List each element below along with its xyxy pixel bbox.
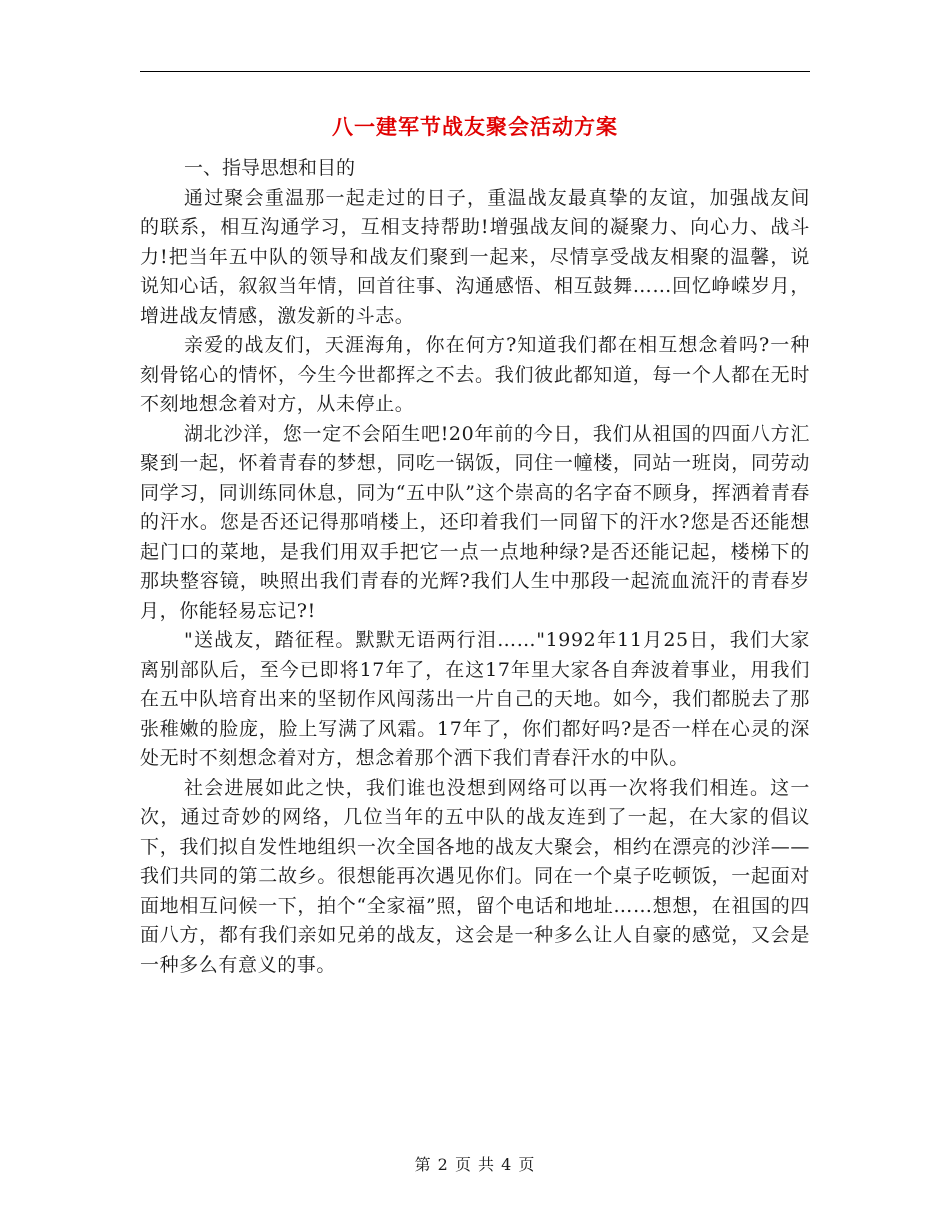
- paragraph-5: 社会进展如此之快，我们谁也没想到网络可以再一次将我们相连。这一次，通过奇妙的网络，几位当年的五中队的战友连到了一起，在大家的倡议下，我们拟自发性地组织一次全国各地的战友大聚会，相约在漂亮的沙洋——我们共同的第二故乡。很想能再次遇见你们。同在一个桌子吃顿饭，一起面对面地相互问候一下，拍个“全家福”照，留个电话和地址……想想，在祖国的四面八方，都有我们亲如兄弟的战友，这会是一种多么让人自豪的感觉，又会是一种多么有意义的事。: [140, 776, 810, 976]
- section-heading: 一、指导思想和目的: [184, 157, 356, 179]
- header-rule: [140, 71, 810, 72]
- page-number: 第 2 页 共 4 页: [414, 1155, 536, 1174]
- paragraph-1: 通过聚会重温那一起走过的日子，重温战友最真挚的友谊，加强战友间的联系，相互沟通学习，互相支持帮助!增强战友间的凝聚力、向心力、战斗力!把当年五中队的领导和战友们聚到一起来，尽情享受战友相聚的温馨，说说知心话，叙叙当年情，回首往事、沟通感悟、相互鼓舞……回忆峥嵘岁月，增进战友情感，激发新的斗志。: [140, 186, 810, 327]
- document-title: 八一建军节战友聚会活动方案: [332, 114, 618, 139]
- paragraph-3: 湖北沙洋，您一定不会陌生吧!20年前的今日，我们从祖国的四面八方汇聚到一起，怀着青春的梦想，同吃一锅饭，同住一幢楼，同站一班岗，同劳动同学习，同训练同休息，同为“五中队”这个崇高的名字奋不顾身，挥洒着青春的汗水。您是否还记得那哨楼上，还印着我们一同留下的汗水?您是否还能想起门口的菜地，是我们用双手把它一点一点地种绿?是否还能记起，楼梯下的那块整容镜，映照出我们青春的光辉?我们人生中那段一起流血流汗的青春岁月，你能轻易忘记?!: [140, 422, 810, 622]
- paragraph-4: "送战友，踏征程。默默无语两行泪……"1992年11月25日，我们大家离别部队后，至今已即将17年了，在这17年里大家各自奔波着事业，用我们在五中队培育出来的坚韧作风闯荡出一片自己的天地。如今，我们都脱去了那张稚嫩的脸庞，脸上写满了风霜。17年了，你们都好吗?是否一样在心灵的深处无时不刻想念着对方，想念着那个洒下我们青春汗水的中队。: [140, 629, 810, 769]
- document-body: [140, 154, 810, 980]
- paragraph-2: 亲爱的战友们，天涯海角，你在何方?知道我们都在相互想念着吗?一种刻骨铭心的情怀，今生今世都挥之不去。我们彼此都知道，每一个人都在无时不刻地想念着对方，从未停止。: [140, 334, 810, 415]
